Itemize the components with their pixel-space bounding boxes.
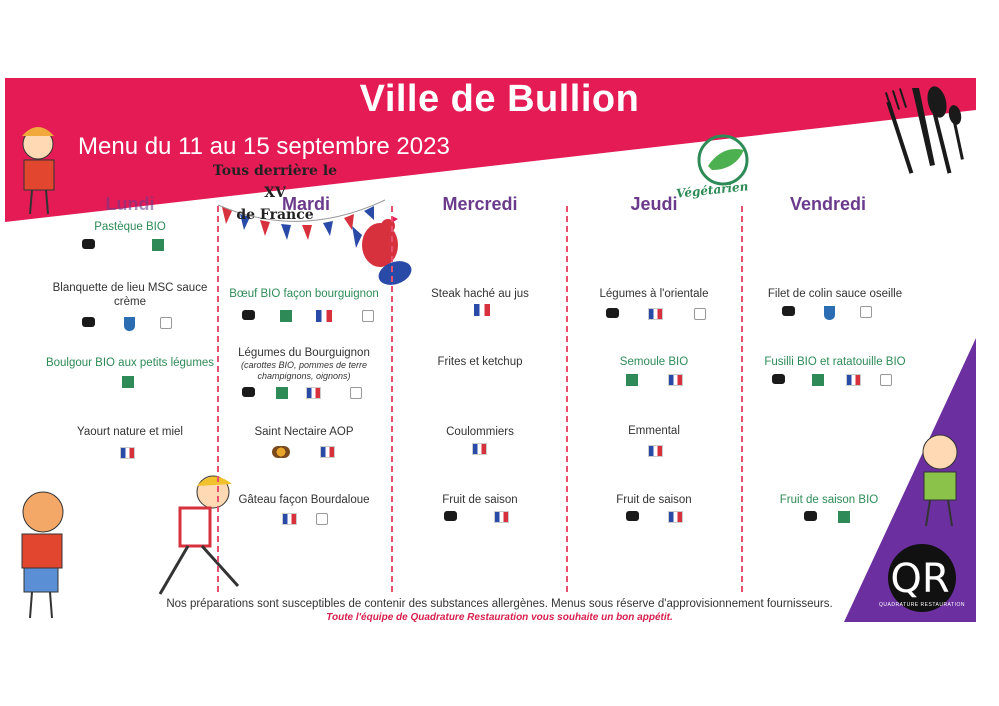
label-rouge-icon <box>316 513 328 525</box>
menu-item: Filet de colin sauce oseille <box>767 288 903 300</box>
bio-icon <box>838 511 850 523</box>
label-rouge-icon <box>694 308 706 320</box>
menu-item <box>216 346 392 382</box>
france-flag-icon <box>668 374 683 386</box>
france-flag-icon <box>472 443 487 455</box>
column-separator <box>566 206 568 592</box>
column-separator <box>391 206 393 592</box>
menu-item: Fruit de saison <box>616 494 692 506</box>
chef-icon <box>444 511 457 521</box>
bio-icon <box>276 387 288 399</box>
label-rouge-icon <box>880 374 892 386</box>
bon-appetit-message: Toute l'équipe de Quadrature Restauration vous souhaite un bon appétit. <box>326 612 673 623</box>
menu-item: Bœuf BIO façon bourguignon <box>229 288 379 300</box>
chef-icon <box>782 306 795 316</box>
france-flag-icon <box>494 511 509 523</box>
menu-item: Fruit de saison <box>442 494 518 506</box>
vegetarian-leaf-icon <box>699 136 747 184</box>
star-flag-icon <box>474 304 490 316</box>
menu-item: Frites et ketchup <box>437 356 523 368</box>
chef-icon <box>626 511 639 521</box>
day-header-lundi: Lundi <box>105 194 155 214</box>
menu-dates: Menu du 11 au 15 septembre 2023 <box>78 133 450 160</box>
menu-item: Légumes à l'orientale <box>599 288 709 300</box>
day-header-vendredi: Vendredi <box>789 194 867 214</box>
rugby-badge-line2: de France <box>236 207 314 223</box>
menu-item: Semoule BIO <box>619 356 689 368</box>
bio-icon <box>152 239 164 251</box>
chef-icon <box>606 308 619 318</box>
menu-item: Boulgour BIO aux petits légumes <box>45 357 215 369</box>
chef-icon <box>82 317 95 327</box>
day-header-mercredi: Mercredi <box>442 194 518 214</box>
france-flag-icon <box>846 374 861 386</box>
msc-icon <box>124 317 135 331</box>
chef-icon <box>82 239 95 249</box>
company-logo-caption: QUADRATURE RESTAURATION <box>879 602 965 608</box>
menu-item: Fusilli BIO et ratatouille BIO <box>764 356 906 368</box>
menu-item: Gâteau façon Bourdaloue <box>238 494 370 506</box>
bio-icon <box>812 374 824 386</box>
column-separator <box>741 206 743 592</box>
menu-item: Saint Nectaire AOP <box>254 426 354 438</box>
rugby-badge <box>200 160 350 226</box>
menu-item: Pastèque BIO <box>94 221 166 233</box>
france-flag-icon <box>648 308 663 320</box>
page-title: Ville de Bullion <box>359 78 640 120</box>
bio-icon <box>626 374 638 386</box>
france-flag-icon <box>282 513 297 525</box>
label-rouge-icon <box>160 317 172 329</box>
france-flag-icon <box>306 387 321 399</box>
menu-item: Fruit de saison BIO <box>779 494 879 506</box>
label-rouge-icon <box>860 306 872 318</box>
france-flag-icon <box>320 446 335 458</box>
chef-icon <box>772 374 785 384</box>
vegetarian-badge: Végétarien <box>675 179 749 201</box>
day-header-jeudi: Jeudi <box>630 194 678 214</box>
chef-icon <box>242 310 255 320</box>
bio-icon <box>122 376 134 388</box>
day-header-mardi: Mardi <box>281 194 330 214</box>
label-rouge-icon <box>362 310 374 322</box>
column-separator <box>217 206 219 592</box>
menu-item: Coulommiers <box>446 426 514 438</box>
chef-icon <box>242 387 255 397</box>
star-flag-icon <box>316 310 332 322</box>
aop-icon <box>272 446 290 458</box>
france-flag-icon <box>120 447 135 459</box>
chef-icon <box>804 511 817 521</box>
menu-item-label: Légumes du Bourguignon <box>238 347 370 359</box>
menu-item: Blanquette de lieu MSC sauce crème <box>52 282 208 308</box>
rugby-badge-line1: Tous derrière le XV <box>212 163 338 201</box>
menu-item: Steak haché au jus <box>431 288 529 300</box>
menu-item: Emmental <box>628 425 680 437</box>
bio-icon <box>280 310 292 322</box>
company-logo: QR <box>890 556 950 602</box>
menu-item: Yaourt nature et miel <box>77 426 183 438</box>
france-flag-icon <box>648 445 663 457</box>
menu-item-note: (carottes BIO, pommes de terre champignons, oignons) <box>240 360 368 381</box>
label-rouge-icon <box>350 387 362 399</box>
france-flag-icon <box>668 511 683 523</box>
allergen-disclaimer: Nos préparations sont susceptibles de contenir des substances allergènes. Menus sous réserve d'approvisionnement fournisseurs. <box>166 598 833 610</box>
msc-icon <box>824 306 835 320</box>
